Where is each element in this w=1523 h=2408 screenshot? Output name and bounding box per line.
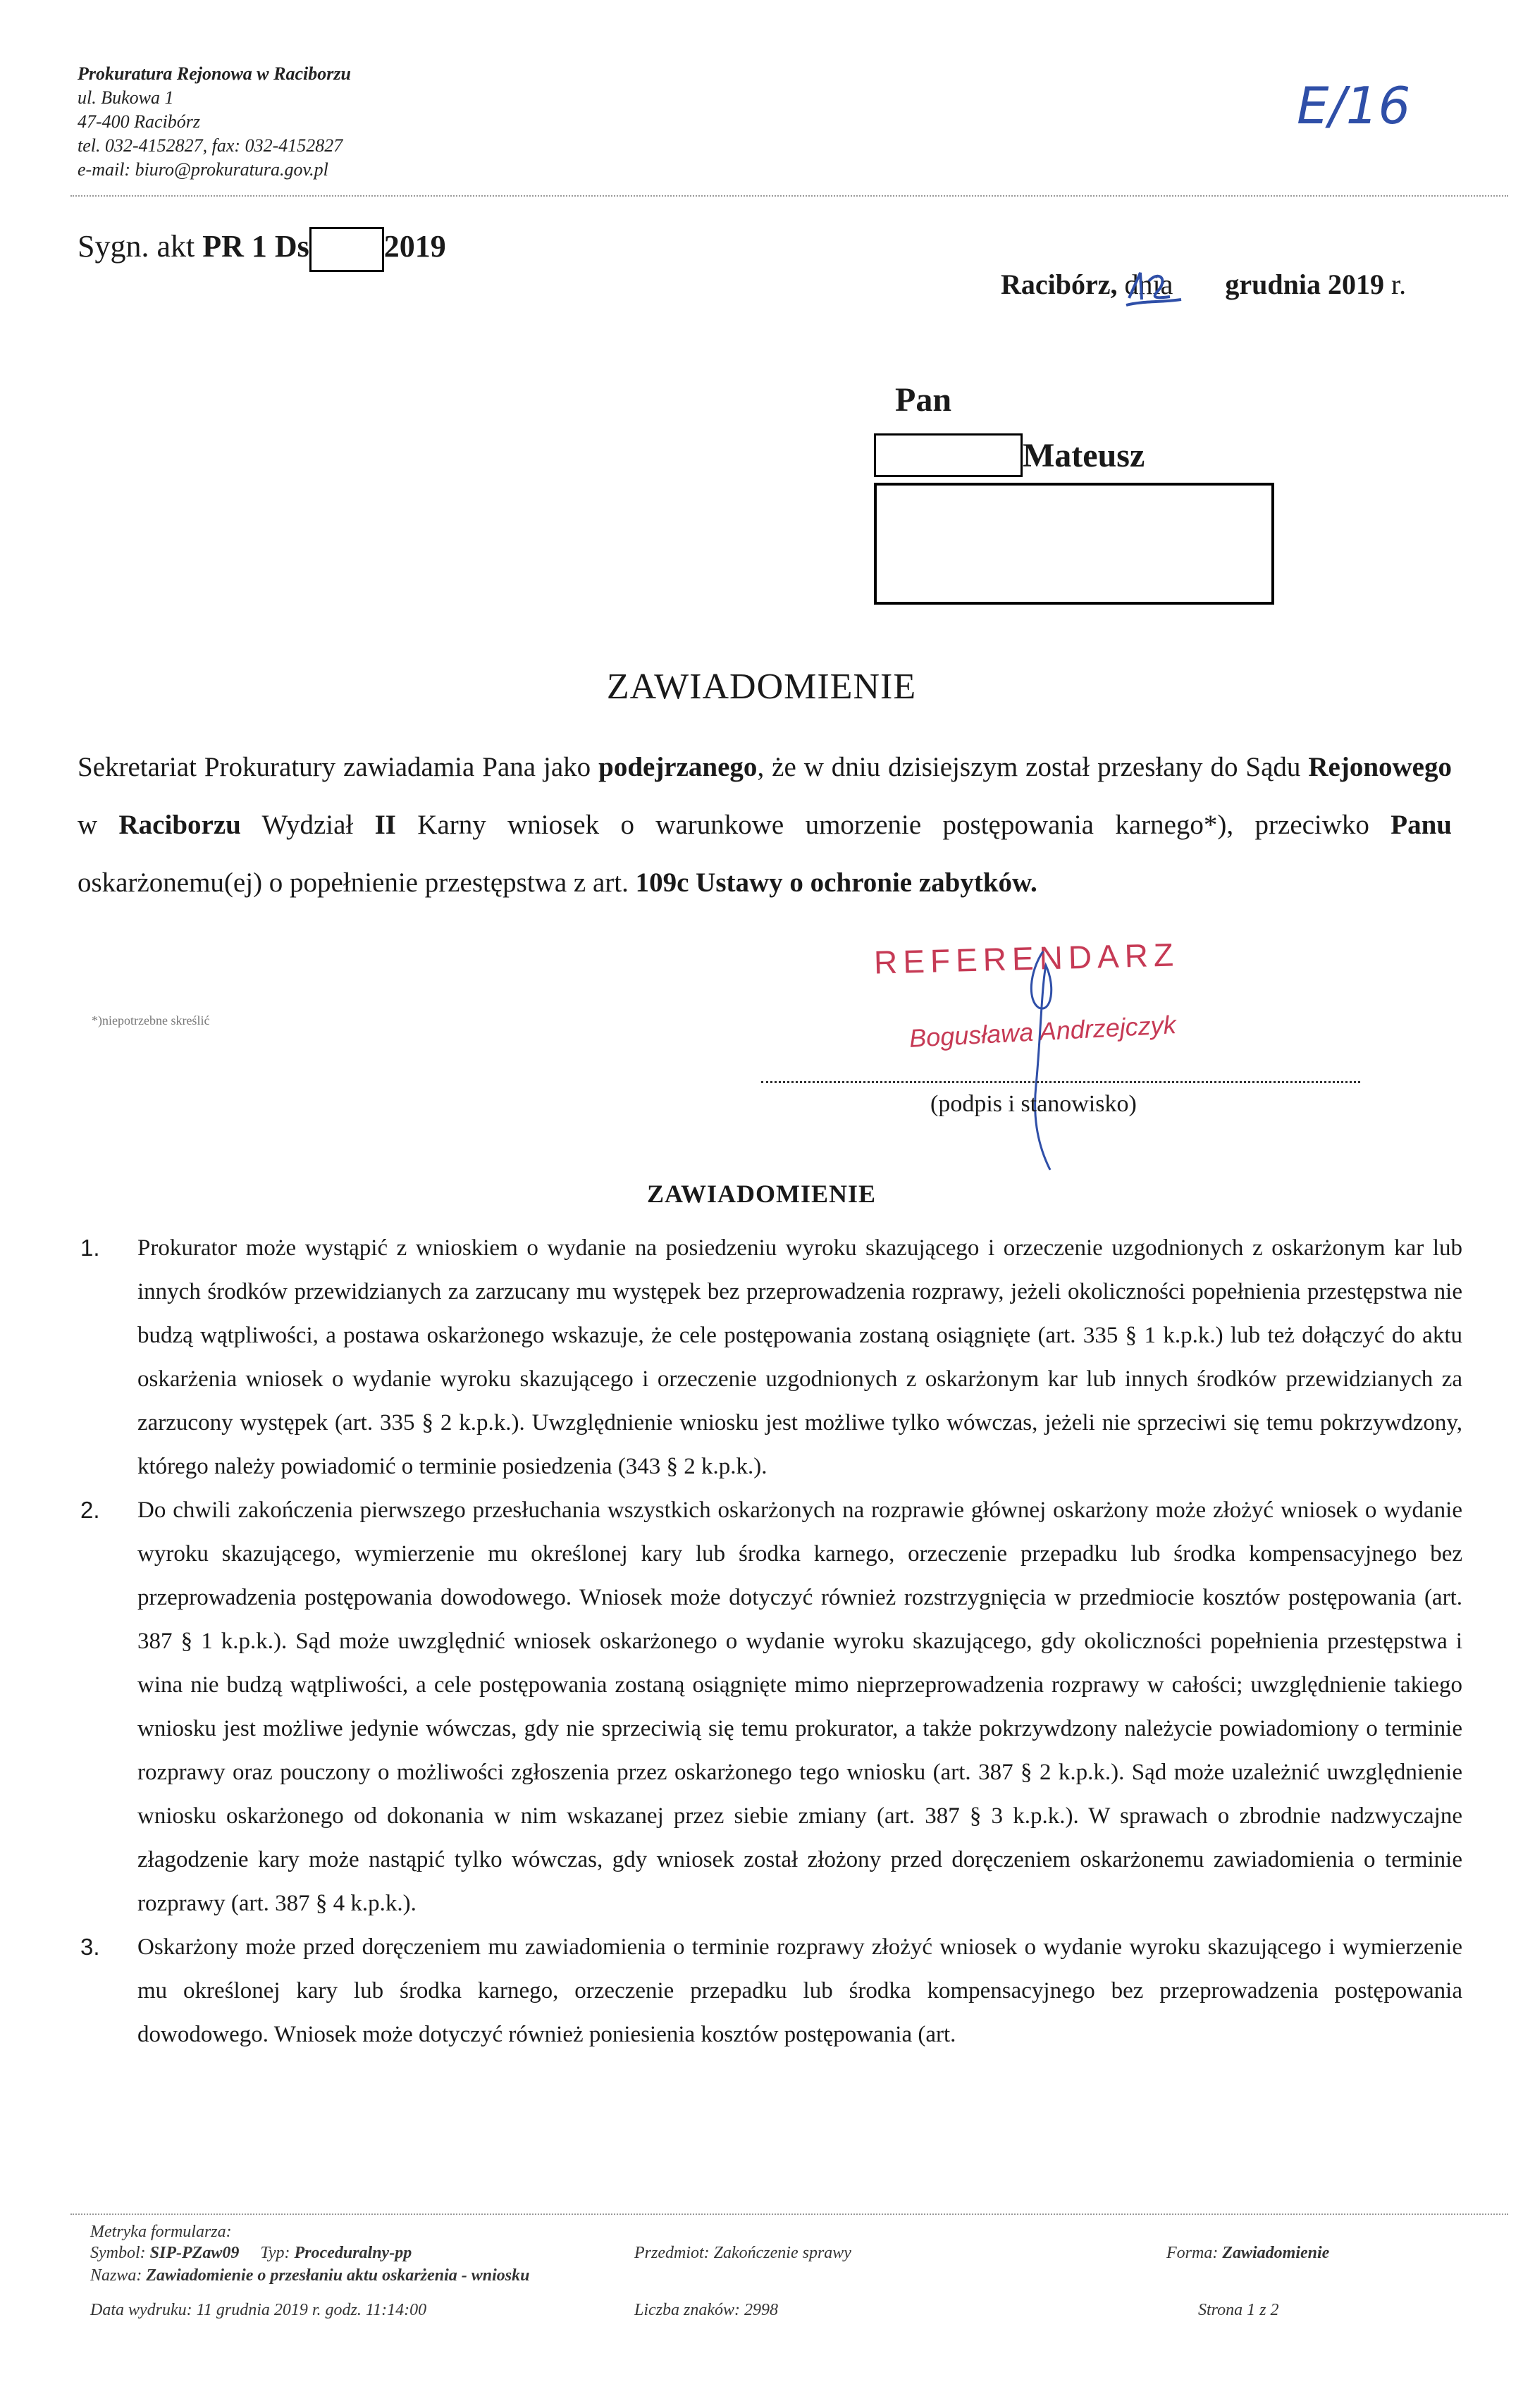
text-bold: II <box>374 810 396 840</box>
office-name: Prokuratura Rejonowa w Raciborzu <box>78 63 351 84</box>
stamp-title: REFERENDARZ <box>873 936 1180 981</box>
address-redaction-box <box>874 483 1274 605</box>
text-run: Sekretariat Prokuratury zawiadamia Pana jako <box>78 752 599 782</box>
addressee-salutation: Pan <box>895 381 952 419</box>
meta-value: Proceduralny-pp <box>294 2244 412 2262</box>
redaction-box <box>874 433 1023 477</box>
meta-value: SIP-PZaw09 <box>149 2244 240 2262</box>
list-text: Oskarżony może przed doręczeniem mu zawiadomienia o terminie rozprawy złożyć wniosek o wydanie wyroku skazującego i wymierzenie mu określonej kary lub środka karnego, orzeczenie przepadku lub środka kompensacyjnego bez przeprowadzenia postępowania dowodowego. Wniosek może dotyczyć również poniesienia kosztów postępowania (art. <box>137 1934 1462 2047</box>
date-city: Racibórz, <box>1001 268 1118 300</box>
case-signature <box>78 227 446 272</box>
signature-line <box>761 1081 1360 1083</box>
meta-label: Symbol: <box>90 2244 146 2262</box>
text-run: w <box>78 810 119 840</box>
stamp-name: Bogusława Andrzejczyk <box>908 1010 1177 1053</box>
meta-print-date: Data wydruku: 11 grudnia 2019 r. godz. 11:14:00 <box>90 2301 427 2319</box>
text-run: Wydział <box>240 810 375 840</box>
list-number: 3. <box>80 1934 100 1960</box>
list-number: 2. <box>80 1497 100 1523</box>
list-item <box>70 1488 1462 1925</box>
office-email: e-mail: biuro@prokuratura.gov.pl <box>78 159 328 180</box>
text-bold: Panu <box>1391 810 1452 840</box>
text-run: Karny wniosek o warunkowe umorzenie postępowania karnego*), przeciwko <box>395 810 1391 840</box>
meta-char-count: Liczba znaków: 2998 <box>634 2301 778 2319</box>
office-phone: tel. 032-4152827, fax: 032-4152827 <box>78 135 343 156</box>
meta-name <box>90 2266 529 2285</box>
list-item <box>70 1925 1462 2056</box>
document-date <box>1001 268 1406 301</box>
meta-heading: Metryka formularza: <box>90 2223 232 2241</box>
addressee-first-name: Mateusz <box>1023 436 1145 474</box>
meta-subject: Przedmiot: Zakończenie sprawy <box>634 2244 851 2262</box>
meta-label: Nazwa: <box>90 2266 142 2285</box>
document-title: ZAWIADOMIENIE <box>606 667 917 707</box>
main-notice-text <box>78 739 1452 912</box>
office-city: 47-400 Racibórz <box>78 111 201 132</box>
office-street: ul. Bukowa 1 <box>78 87 174 108</box>
list-number: 1. <box>80 1235 100 1261</box>
handwritten-reference <box>1290 67 1452 144</box>
date-label: dnia <box>1124 268 1173 300</box>
meta-symbol <box>90 2243 412 2263</box>
list-item <box>70 1226 1462 1488</box>
instruction-title: ZAWIADOMIENIE <box>646 1180 877 1208</box>
letterhead <box>78 62 351 182</box>
text-bold: Raciborzu <box>118 810 241 840</box>
text-run: , że w dniu dzisiejszym został przesłany do Sądu <box>757 752 1309 782</box>
list-text: Do chwili zakończenia pierwszego przesłuchania wszystkich oskarżonych na rozprawie głównej oskarżony może złożyć wniosek o wydanie wyroku skazującego, wymierzenie mu określonej kary lub środka karnego, orzeczenie przepadku lub środka kompensacyjnego bez przeprowadzenia postępowania dowodowego. Wniosek może dotyczyć również rozstrzygnięcia w przedmiocie kosztów postępowania (art. 387 § 1 k.p.k.). Sąd może uwzględnić wniosek oskarżonego o wydanie wyroku skazującego, gdy okoliczności popełnienia przestępstwa i wina nie budzą wątpliwości, a cele postępowania zostaną osiągnięte mimo nieprzeprowadzenia rozprawy w całości; uwzględnienie takiego wniosku jest możliwe jedynie wówczas, gdy nie sprzeciwią się temu prokurator, a także pokrzywdzony należycie powiadomiony o terminie rozprawy oraz pouczony o możliwości zgłoszenia przez oskarżonego tego wniosku (art. 387 § 2 k.p.k.). Sąd może uzależnić uwzględnienie wniosku oskarżonego od dokonania w nim wskazanej przez siebie zmiany (art. 387 § 3 k.p.k.). W sprawach o zbrodnie nadzwyczajne złagodzenie kary może nastąpić tylko wówczas, gdy wniosek został złożony przed doręczeniem oskarżonemu zawiadomienia o terminie rozprawy (art. 387 § 4 k.p.k.). <box>137 1498 1462 1916</box>
text-bold: Rejonowego <box>1308 752 1452 782</box>
date-suffix: r. <box>1391 268 1407 300</box>
meta-value: Zawiadomienie <box>1222 2244 1330 2262</box>
meta-value: Zawiadomienie o przesłaniu aktu oskarżenia - wniosku <box>146 2266 530 2285</box>
text-run: oskarżonemu(ej) o popełnienie przestępstwa z art. <box>78 868 636 898</box>
handwritten-signature-icon <box>1015 944 1071 1177</box>
footnote: *)niepotrzebne skreślić <box>92 1013 210 1027</box>
text-bold: podejrzanego <box>598 752 758 782</box>
list-text: Prokurator może wystąpić z wnioskiem o wydanie na posiedzeniu wyroku skazującego i orzeczenie uzgodnionych z oskarżonym kar lub innych środków przewidzianych za zarzucany mu występek bez przeprowadzenia rozprawy, jeżeli okoliczności popełnienia przestępstwa nie budzą wątpliwości, a postawa oskarżonego wskazuje, że cele postępowania zostaną osiągnięte (art. 335 § 1 k.p.k.) lub też dołączyć do aktu oskarżenia wniosek o wydanie wyroku skazującego i orzeczenie uzgodnionych z oskarżonym kar lub innych środków przewidzianych za zarzucony występek (art. 335 § 2 k.p.k.). Uwzględnienie wniosku jest możliwe tylko wówczas, jeżeli nie sprzeciwi się temu pokrzywdzony, którego należy powiadomić o terminie posiedzenia (343 § 2 k.p.k.). <box>137 1235 1462 1479</box>
addressee-name <box>874 433 1145 477</box>
meta-label: Forma: <box>1166 2244 1219 2262</box>
instruction-list <box>70 1226 1462 2056</box>
text-bold: 109c Ustawy o ochronie zabytków. <box>635 868 1037 898</box>
meta-label: Typ: <box>260 2244 290 2262</box>
date-month-year: grudnia 2019 <box>1225 268 1384 300</box>
signature-prefix: Sygn. akt <box>78 229 195 264</box>
meta-page: Strona 1 z 2 <box>1198 2301 1279 2319</box>
meta-divider <box>70 2213 1508 2215</box>
redaction-box <box>309 227 384 272</box>
meta-form <box>1166 2243 1329 2263</box>
signature-year: 2019 <box>383 229 446 264</box>
signature-code: PR 1 Ds <box>202 229 309 264</box>
header-divider <box>70 195 1508 197</box>
signature-caption: (podpis i stanowisko) <box>930 1091 1137 1117</box>
handwritten-day-icon <box>1121 264 1184 314</box>
handwritten-ref-text: E/16 <box>1297 76 1411 135</box>
